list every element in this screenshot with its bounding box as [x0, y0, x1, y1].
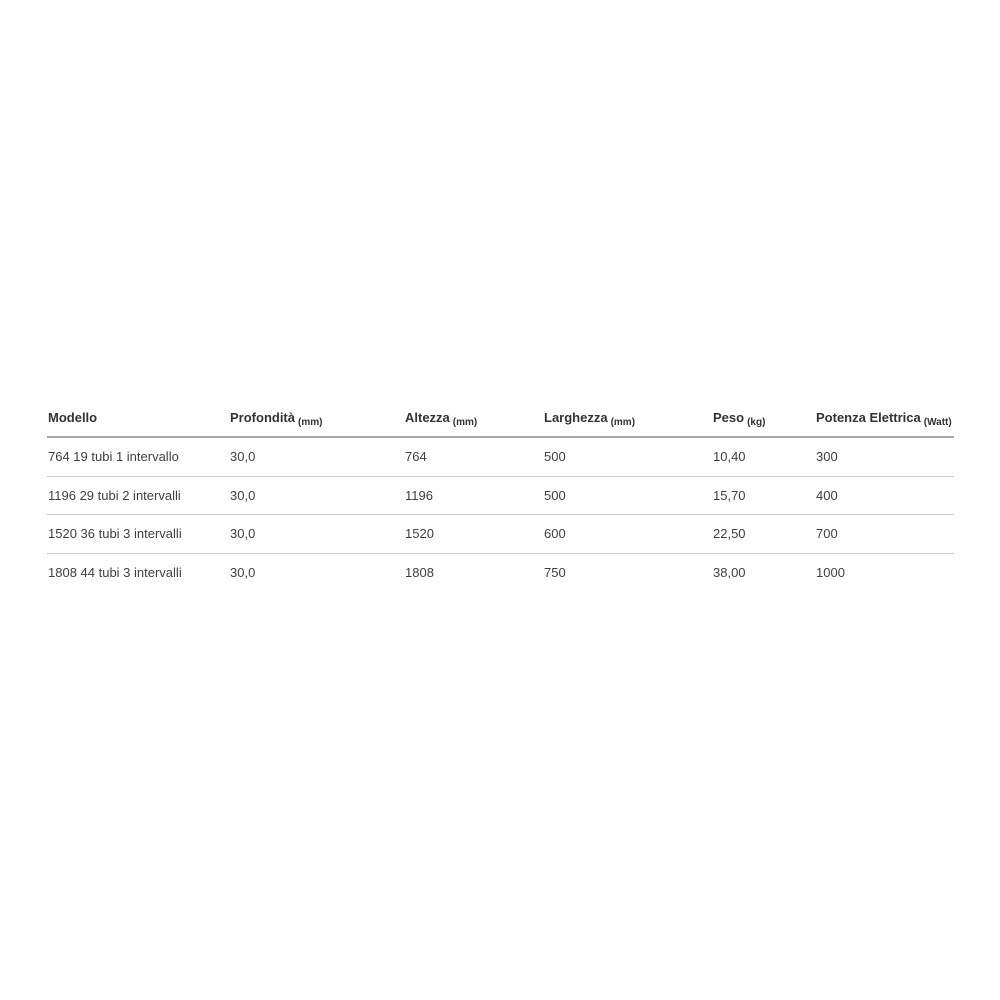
- header-cell-larghezza: [543, 410, 712, 428]
- cell-peso: 10,40: [713, 449, 746, 465]
- cell-potenza-elettrica: 1000: [816, 565, 845, 581]
- header-unit: (Watt): [923, 417, 952, 428]
- header-cell-profondita: [229, 410, 404, 428]
- cell-modello: 764 19 tubi 1 intervallo: [48, 449, 179, 465]
- header-unit: (mm): [298, 417, 323, 428]
- header-label: Peso: [713, 410, 745, 425]
- header-cell-altezza: [404, 410, 543, 428]
- header-label: Modello: [48, 410, 98, 425]
- cell-peso: 15,70: [713, 487, 746, 503]
- header-cell-potenza-elettrica: [815, 410, 954, 428]
- cell-larghezza: 500: [544, 449, 566, 465]
- cell-larghezza: 750: [544, 565, 566, 581]
- cell-potenza-elettrica: 400: [816, 487, 838, 503]
- header-cell-modello: [47, 410, 229, 425]
- cell-larghezza: 600: [544, 526, 566, 542]
- table-header-row: [47, 402, 954, 438]
- table-row: [47, 554, 954, 593]
- header-cell-peso: [712, 410, 815, 428]
- cell-potenza-elettrica: 300: [816, 449, 838, 465]
- cell-altezza: 1520: [405, 526, 434, 542]
- header-unit: (mm): [452, 417, 478, 428]
- cell-altezza: 1808: [405, 565, 434, 581]
- cell-profondita: 30,0: [230, 526, 256, 542]
- cell-modello: 1520 36 tubi 3 intervalli: [48, 526, 182, 542]
- table-row: [47, 477, 954, 516]
- cell-altezza: 1196: [405, 487, 433, 503]
- header-label: Larghezza: [544, 410, 608, 425]
- cell-altezza: 764: [405, 449, 427, 465]
- product-spec-table: [47, 402, 954, 592]
- cell-modello: 1808 44 tubi 3 intervalli: [48, 565, 182, 581]
- table-row: [47, 438, 954, 477]
- cell-modello: 1196 29 tubi 2 intervalli: [48, 487, 181, 503]
- cell-larghezza: 500: [544, 487, 566, 503]
- cell-peso: 22,50: [713, 526, 746, 542]
- cell-profondita: 30,0: [230, 449, 256, 465]
- cell-potenza-elettrica: 700: [816, 526, 838, 542]
- header-unit: (mm): [610, 417, 636, 428]
- cell-peso: 38,00: [713, 565, 746, 581]
- cell-profondita: 30,0: [230, 565, 256, 581]
- table-row: [47, 515, 954, 554]
- header-label: Potenza Elettrica: [816, 410, 921, 425]
- header-unit: (kg): [747, 417, 766, 428]
- cell-profondita: 30,0: [230, 487, 256, 503]
- header-label: Profondità: [230, 410, 295, 425]
- header-label: Altezza: [405, 410, 450, 425]
